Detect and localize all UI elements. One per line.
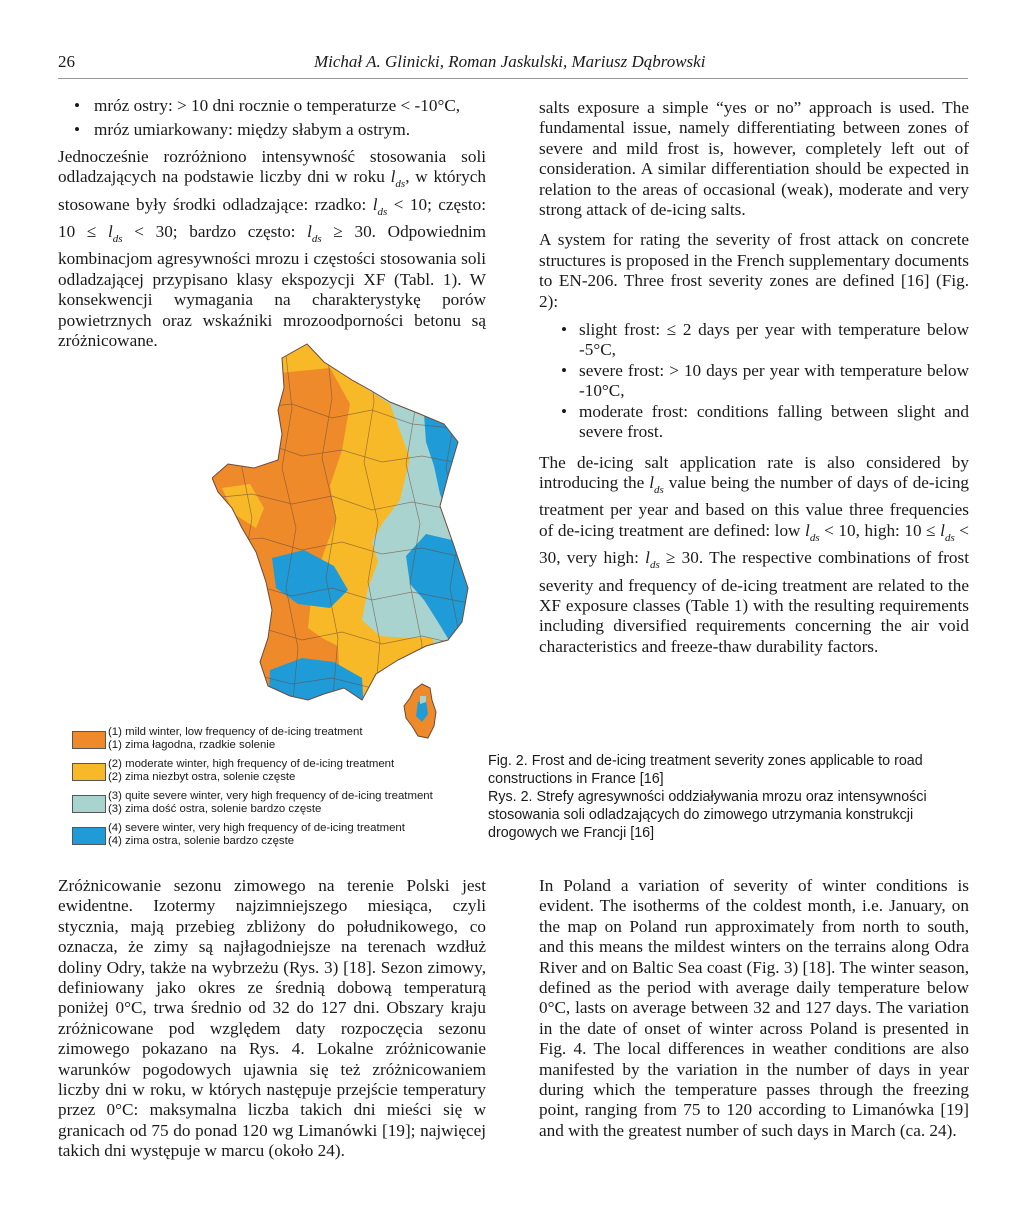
figure-caption xyxy=(488,752,968,842)
bullet-item: • mróz ostry: > 10 dni rocznie o temperaturze < -10°C, xyxy=(58,96,486,116)
right-column-bottom xyxy=(539,876,969,1141)
france-zone-map xyxy=(212,338,474,732)
bullet-item: • moderate frost: conditions falling between slight and severe frost. xyxy=(539,402,969,443)
legend-label-pl: (1) zima łagodna, rzadkie solenie xyxy=(108,739,276,751)
bullet-item: • mróz umiarkowany: między słabym a ostrym. xyxy=(58,120,486,140)
page-number: 26 xyxy=(58,52,75,71)
legend-label-en: (2) moderate winter, high frequency of de-icing treatment xyxy=(108,758,395,770)
paragraph: Jednocześnie rozróżniono intensywność stosowania soli odladzających na podstawie liczby dni w roku $l_{ds}$, w których stosowane były środki odladzające: rzadko: $l_{ds} < 10$; często: $10 \le l_{ds} < 30$; bardzo często: $l_{ds} \ge 30$. Odpowiednim kombinacjom agresywności mrozu i częstości stosowania soli odladzającej przypisano klasy ekspozycji XF (Tabl. 1). W konsekwencji wymagania na charakterystykę porów powietrznych oraz wskaźniki mrozoodporności betonu są zróżnicowane. xyxy=(58,146,487,351)
legend-label-en: (1) mild winter, low frequency of de-icing treatment xyxy=(108,726,363,738)
legend-label-pl: (2) zima niezbyt ostra, solenie częste xyxy=(108,771,296,783)
bullet-item: • severe frost: > 10 days per year with temperature below -10°C, xyxy=(539,361,969,402)
map-legend xyxy=(72,726,482,854)
running-authors: Michał A. Glinicki, Roman Jaskulski, Mariusz Dąbrowski xyxy=(314,52,706,71)
right-column-top xyxy=(539,98,969,657)
paragraph: In Poland a variation of severity of winter conditions is evident. The isotherms of the coldest month, i.e. January, on the map on Poland run approximately from north to south, and this means the mildest winters on the terrains along Odra River and on Baltic Sea coast (Fig. 3) [18]. The winter season, defined as the period with average daily temperature below 0°C, lasts on average between 32 and 127 days. The variation in the date of onset of winter across Poland is presented in Fig. 4. The local differences in weather conditions are also manifested by the variation in the number of days in year during which the temperature passes through the freezing point, ranging from 75 to 120 according to Limanówka [19] and with the greatest number of such days in March (ca. 24). xyxy=(539,876,969,1140)
legend-item xyxy=(72,822,482,854)
legend-item xyxy=(72,790,482,822)
left-column-top xyxy=(58,96,486,351)
legend-label-pl: (3) zima dość ostra, solenie bardzo częste xyxy=(108,803,322,815)
legend-swatch-zone-4 xyxy=(72,827,106,845)
paragraph: Zróżnicowanie sezonu zimowego na terenie Polski jest ewidentne. Izotermy najzimniejszego miesiąca, czyli stycznia, mają przebieg zbliżony do południkowego, co oznacza, że zimy są najłagodniejsze na terenach wzdłuż doliny Odry, także na wybrzeżu (Rys. 3) [18]. Sezon zimowy, definiowany jako okres ze średnią dobową temperaturą poniżej 0°C, trwa średnio od 32 do 127 dni. Obszary kraju zróżnicowane pod względem daty rozpoczęcia sezonu zimowego pokazano na Rys. 4. Lokalne zróżnicowanie warunków pogodowych ujawnia się też zróżnicowaniem liczby dni w roku, w których następuje przejście temperatury przez 0°C: maksymalna liczba takich dni mieści się w granicach od 75 do ponad 120 wg Limanówki [19]; najwięcej takich dni występuje w marcu (około 24). xyxy=(58,876,486,1161)
legend-label-pl: (4) zima ostra, solenie bardzo częste xyxy=(108,835,295,847)
paragraph: A system for rating the severity of frost attack on concrete structures is proposed in the French supplementary documents to EN-206. Three frost severity zones are defined [16] (Fig. 2): xyxy=(539,230,969,311)
paragraph: The de-icing salt application rate is also considered by introducing the $l_{ds}$ value being the number of days of de-icing treatment per year and based on this value three frequencies of de-icing treatment are defined: low $l_{ds} < 10$, high: $10 \le l_{ds} < 30$, very high: $l_{ds} \ge 30$. The respective combinations of frost severity and frequency of de-icing treatment are related to the XF exposure classes (Table 1) with the resulting requirements including diversified requirements concerning the air void characteristics and freeze-thaw durability factors. xyxy=(539,452,970,656)
legend-swatch-zone-3 xyxy=(72,795,106,813)
legend-item xyxy=(72,758,482,790)
bullet-item: • slight frost: ≤ 2 days per year with temperature below -5°C, xyxy=(539,320,969,361)
running-header xyxy=(58,50,968,79)
legend-swatch-zone-1 xyxy=(72,731,106,749)
left-column-bottom xyxy=(58,876,486,1162)
caption-en: Fig. 2. Frost and de-icing treatment severity zones applicable to road constructions in France [16] xyxy=(488,753,923,787)
legend-item xyxy=(72,726,482,758)
caption-pl: Rys. 2. Strefy agresywności oddziaływania mrozu oraz intensywności stosowania soli odladzających do zimowego utrzymania konstrukcji drogowych we Francji [16] xyxy=(488,789,927,841)
legend-label-en: (3) quite severe winter, very high frequency of de-icing treatment xyxy=(108,790,433,802)
legend-label-en: (4) severe winter, very high frequency of de-icing treatment xyxy=(108,822,405,834)
paragraph: salts exposure a simple “yes or no” approach is used. The fundamental issue, namely differentiating between zones of severe and mild frost is, however, completely left out of consideration. A similar differentiation should be expected in relation to the areas of occasional (weak), moderate and very strong attack of de-icing salts. xyxy=(539,98,969,220)
legend-swatch-zone-2 xyxy=(72,763,106,781)
